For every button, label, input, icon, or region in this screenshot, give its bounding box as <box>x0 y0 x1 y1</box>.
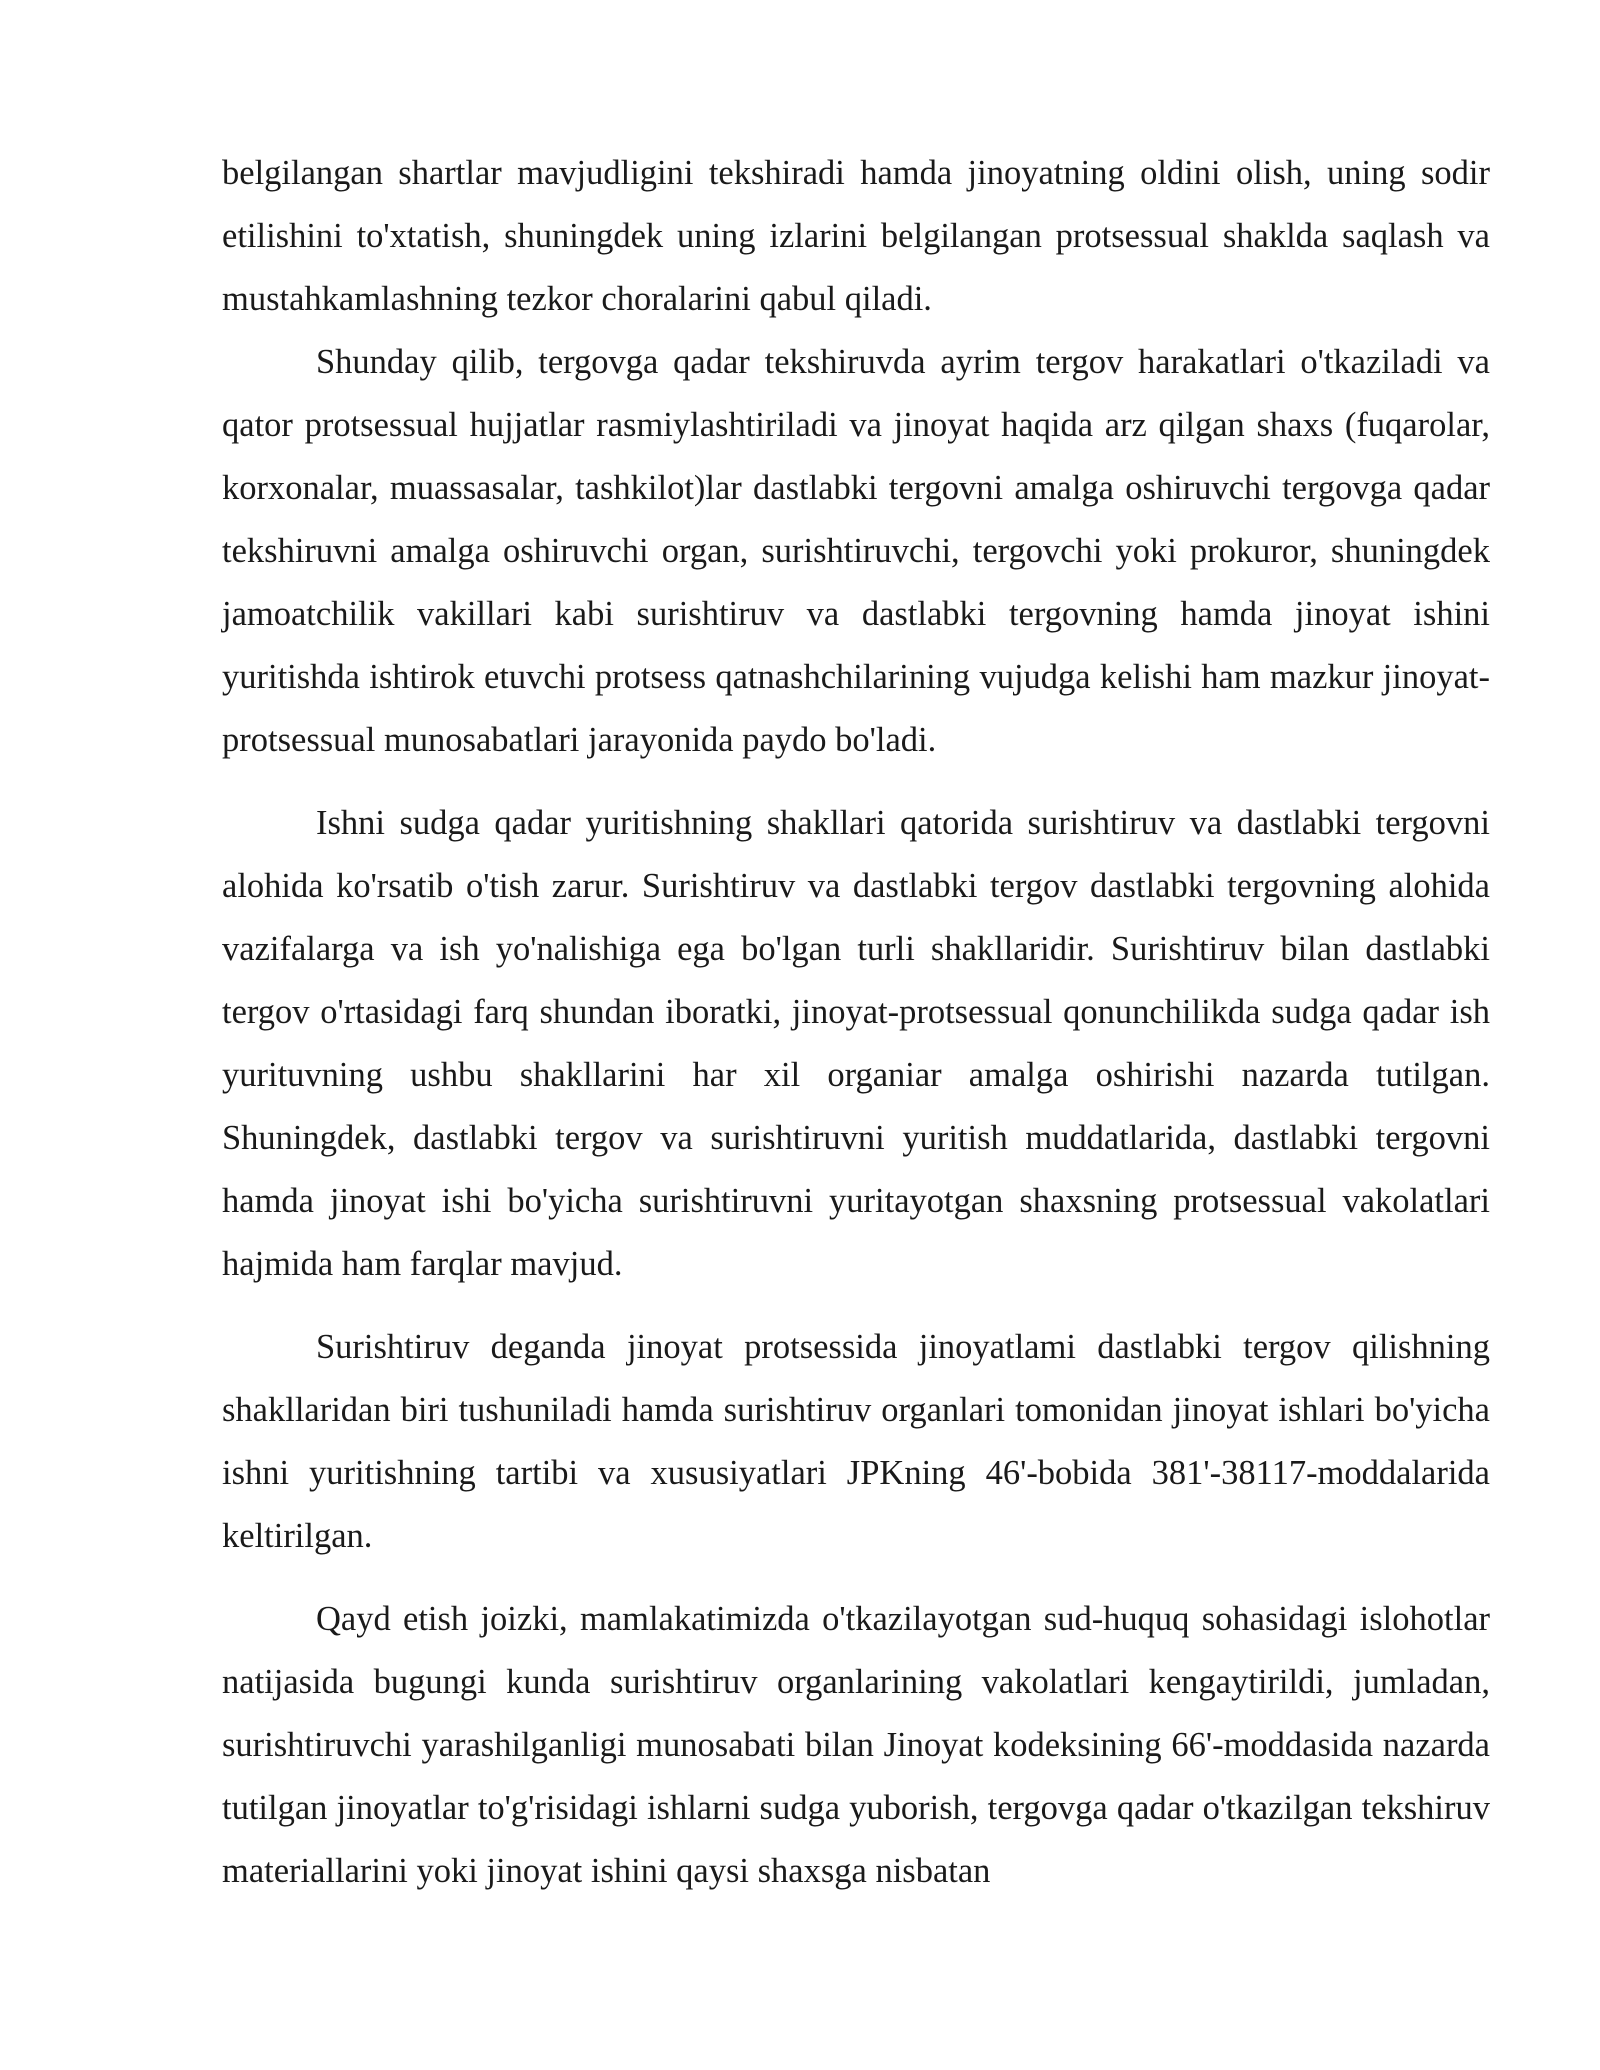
paragraph: Surishtiruv deganda jinoyat protsessida jinoyatlami dastlabki tergov qilishning shakllaridan biri tushuniladi hamda surishtiruv organlari tomonidan jinoyat ishlari bo'yicha ishni yuritishning tartibi va xususiyatlari JPKning 46'-bobida 381'-38117-moddalarida keltirilgan. <box>222 1328 1490 1555</box>
paragraph-continuation: belgilangan shartlar mavjudligini tekshiradi hamda jinoyatning oldini olish, uning sodir etilishini to'xtatish, shuningdek uning izlarini belgilangan protsessual shaklda saqlash va mustahkamlashning tezkor choralarini qabul qiladi. <box>222 154 1490 318</box>
paragraph: Qayd etish joizki, mamlakatimizda o'tkazilayotgan sud-huquq sohasidagi islohotlar natijasida bugungi kunda surishtiruv organlarining vakolatlari kengaytirildi, jumladan, surishtiruvchi yarashilganligi munosabati bilan Jinoyat kodeksining 66'-moddasida nazarda tutilgan jinoyatlar to'g'risidagi ishlarni sudga yuborish, tergovga qadar o'tkazilgan tekshiruv materiallarini yoki jinoyat ishini qaysi shaxsga nisbatan <box>222 1600 1490 1890</box>
document-body <box>222 142 1490 1903</box>
paragraph: Ishni sudga qadar yuritishning shakllari qatorida surishtiruv va dastlabki tergovni alohida ko'rsatib o'tish zarur. Surishtiruv va dastlabki tergov dastlabki tergovning alohida vazifalarga va ish yo'nalishiga ega bo'lgan turli shakllaridir. Surishtiruv bilan dastlabki tergov o'rtasidagi farq shundan iboratki, jinoyat-protsessual qonunchilikda sudga qadar ish yurituvning ushbu shakllarini har xil organiar amalga oshirishi nazarda tutilgan. Shuningdek, dastlabki tergov va surishtiruvni yuritish muddatlarida, dastlabki tergovni hamda jinoyat ishi bo'yicha surishtiruvni yuritayotgan shaxsning protsessual vakolatlari hajmida ham farqlar mavjud. <box>222 804 1490 1283</box>
paragraph: Shunday qilib, tergovga qadar tekshiruvda ayrim tergov harakatlari o'tkaziladi va qator protsessual hujjatlar rasmiylashtiriladi va jinoyat haqida arz qilgan shaxs (fuqarolar, korxonalar, muassasalar, tashkilot)lar dastlabki tergovni amalga oshiruvchi tergovga qadar tekshiruvni amalga oshiruvchi organ, surishtiruvchi, tergovchi yoki prokuror, shuningdek jamoatchilik vakillari kabi surishtiruv va dastlabki tergovning hamda jinoyat ishini yuritishda ishtirok etuvchi protsess qatnashchilarining vujudga kelishi ham mazkur jinoyat-protsessual munosabatlari jarayonida paydo bo'ladi. <box>222 343 1490 759</box>
